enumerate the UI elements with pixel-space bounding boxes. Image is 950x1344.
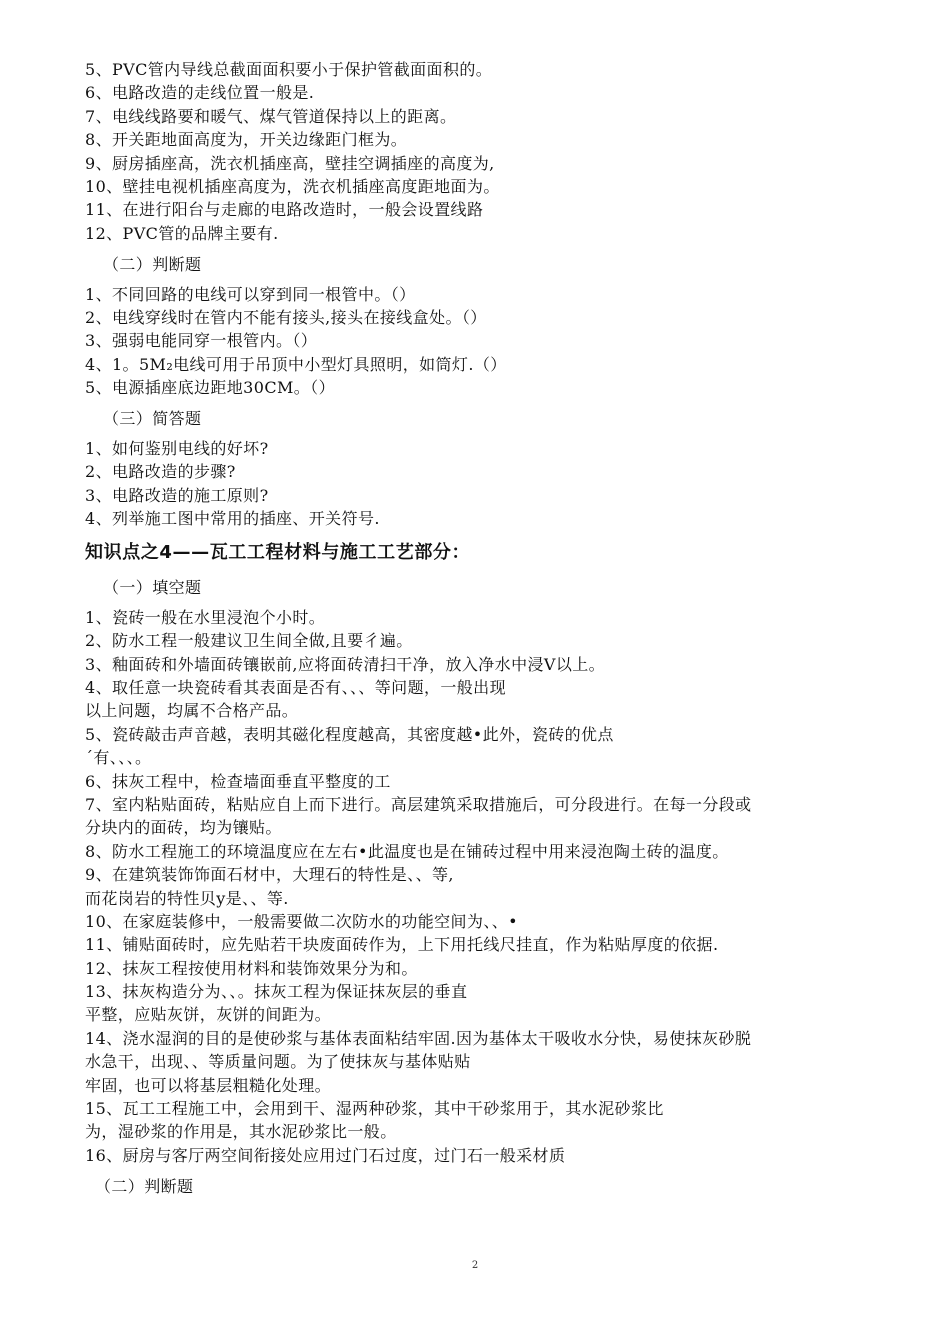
list-item: 1、如何鉴别电线的好坏? [85,438,269,458]
document-page [85,58,875,1199]
list-item: 9、厨房插座高，洗衣机插座高，壁挂空调插座的高度为, [85,153,495,173]
list-item: 5、PVC管内导线总截面面积要小于保护管截面面积的。 [85,60,493,79]
list-item: 1、不同回路的电线可以穿到同一根管中。（） [85,284,416,304]
list-item: 牢固，也可以将基层粗糙化处理。 [85,1075,332,1095]
list-item: 15、瓦工工程施工中，会用到干、湿两种砂浆，其中干砂浆用于，其水泥砂浆比 [85,1099,664,1119]
list-item: 6、抹灰工程中，检查墙面垂直平整度的工 [85,771,391,791]
list-item: 而花岗岩的特性贝y是、、等. [85,888,289,908]
page-number: 2 [471,1260,479,1271]
list-item: 13、抹灰构造分为、、。抹灰工程为保证抹灰层的垂直 [85,982,468,1002]
list-item: 5、瓷砖敲击声音越，表明其磁化程度越高，其密度越•此外，瓷砖的优点 [85,724,614,744]
list-item: 8、防水工程施工的环境温度应在左右•此温度也是在铺砖过程中用来浸泡陶土砖的温度。 [85,841,729,861]
list-item: 8、开关距地面高度为，开关边缘距门框为。 [85,130,408,150]
list-item: 2、防水工程一般建议卫生间全做,且要彳遍。 [85,631,413,651]
list-item: 9、在建筑装饰饰面石材中，大理石的特性是、、等, [85,865,454,885]
list-item: 5、电源插座底边距地30CM。（） [85,378,335,398]
list-item: 分块内的面砖，均为镶贴。 [85,818,282,838]
list-item: 10、壁挂电视机插座高度为，洗衣机插座高度距地面为。 [85,176,500,196]
part3-fill-list [85,58,875,245]
list-item: 2、电线穿线时在管内不能有接头,接头在接线盒处。（） [85,307,487,327]
list-item: 1、瓷砖一般在水里浸泡个小时。 [85,607,326,627]
part3-judge-list [85,283,875,400]
list-item: 3、电路改造的施工原则? [85,485,269,505]
list-item: 2、电路改造的步骤? [85,462,236,482]
list-item: 4、取任意一块瓷砖看其表面是否有、、、等问题，一般出现 [85,677,506,697]
list-item: 11、铺贴面砖时，应先贴若干块废面砖作为，上下用托线尺挂直，作为粘贴厚度的依据. [85,935,719,955]
list-item: 平整，应贴灰饼，灰饼的间距为。 [85,1005,332,1025]
list-item: 为，湿砂浆的作用是，其水泥砂浆比一般。 [85,1122,397,1142]
subsection-title-judge-2: （二）判断题 [95,1177,194,1197]
list-item: 12、PVC管的品牌主要有. [85,223,279,243]
subsection-title-fill: （一）填空题 [103,578,202,598]
list-item: 14、浇水湿润的目的是使砂浆与基体表面粘结牢固.因为基体太干吸收水分快，易使抹灰砂脱 [85,1028,752,1048]
section4-fill-list [85,606,875,1167]
list-item: ´有、、、。 [85,748,152,768]
list-item: 4、列举施工图中常用的插座、开关符号. [85,509,380,529]
list-item: 3、釉面砖和外墙面砖镶嵌前,应将面砖清扫干净，放入净水中浸V以上。 [85,654,606,674]
list-item: 16、厨房与客厅两空间衔接处应用过门石过度，过门石一般采材质 [85,1145,566,1165]
subsection-title-judge: （二）判断题 [103,255,202,275]
list-item: 3、强弱电能同穿一根管内。（） [85,331,318,351]
list-item: 10、在家庭装修中，一般需要做二次防水的功能空间为、、• [85,911,518,931]
part3-qa-list [85,437,875,531]
list-item: 4、1。5M₂电线可用于吊顶中小型灯具照明，如筒灯.（） [85,354,507,374]
section-heading: 知识点之4——瓦工工程材料与施工工艺部分： [85,542,471,564]
list-item: 7、室内粘贴面砖，粘贴应自上而下进行。高层建筑采取措施后，可分段进行。在每一分段或 [85,794,752,814]
list-item: 11、在进行阳台与走廊的电路改造时，一般会设置线路 [85,200,484,220]
list-item: 6、电路改造的走线位置一般是. [85,83,315,103]
subsection-title-qa: （三）简答题 [103,409,202,429]
list-item: 水急干，出现、、等质量问题。为了使抹灰与基体贴贴 [85,1052,471,1072]
list-item: 12、抹灰工程按使用材料和装饰效果分为和。 [85,958,418,978]
list-item: 7、电线线路要和暖气、煤气管道保持以上的距离。 [85,106,457,126]
list-item: 以上问题，均属不合格产品。 [85,701,299,721]
